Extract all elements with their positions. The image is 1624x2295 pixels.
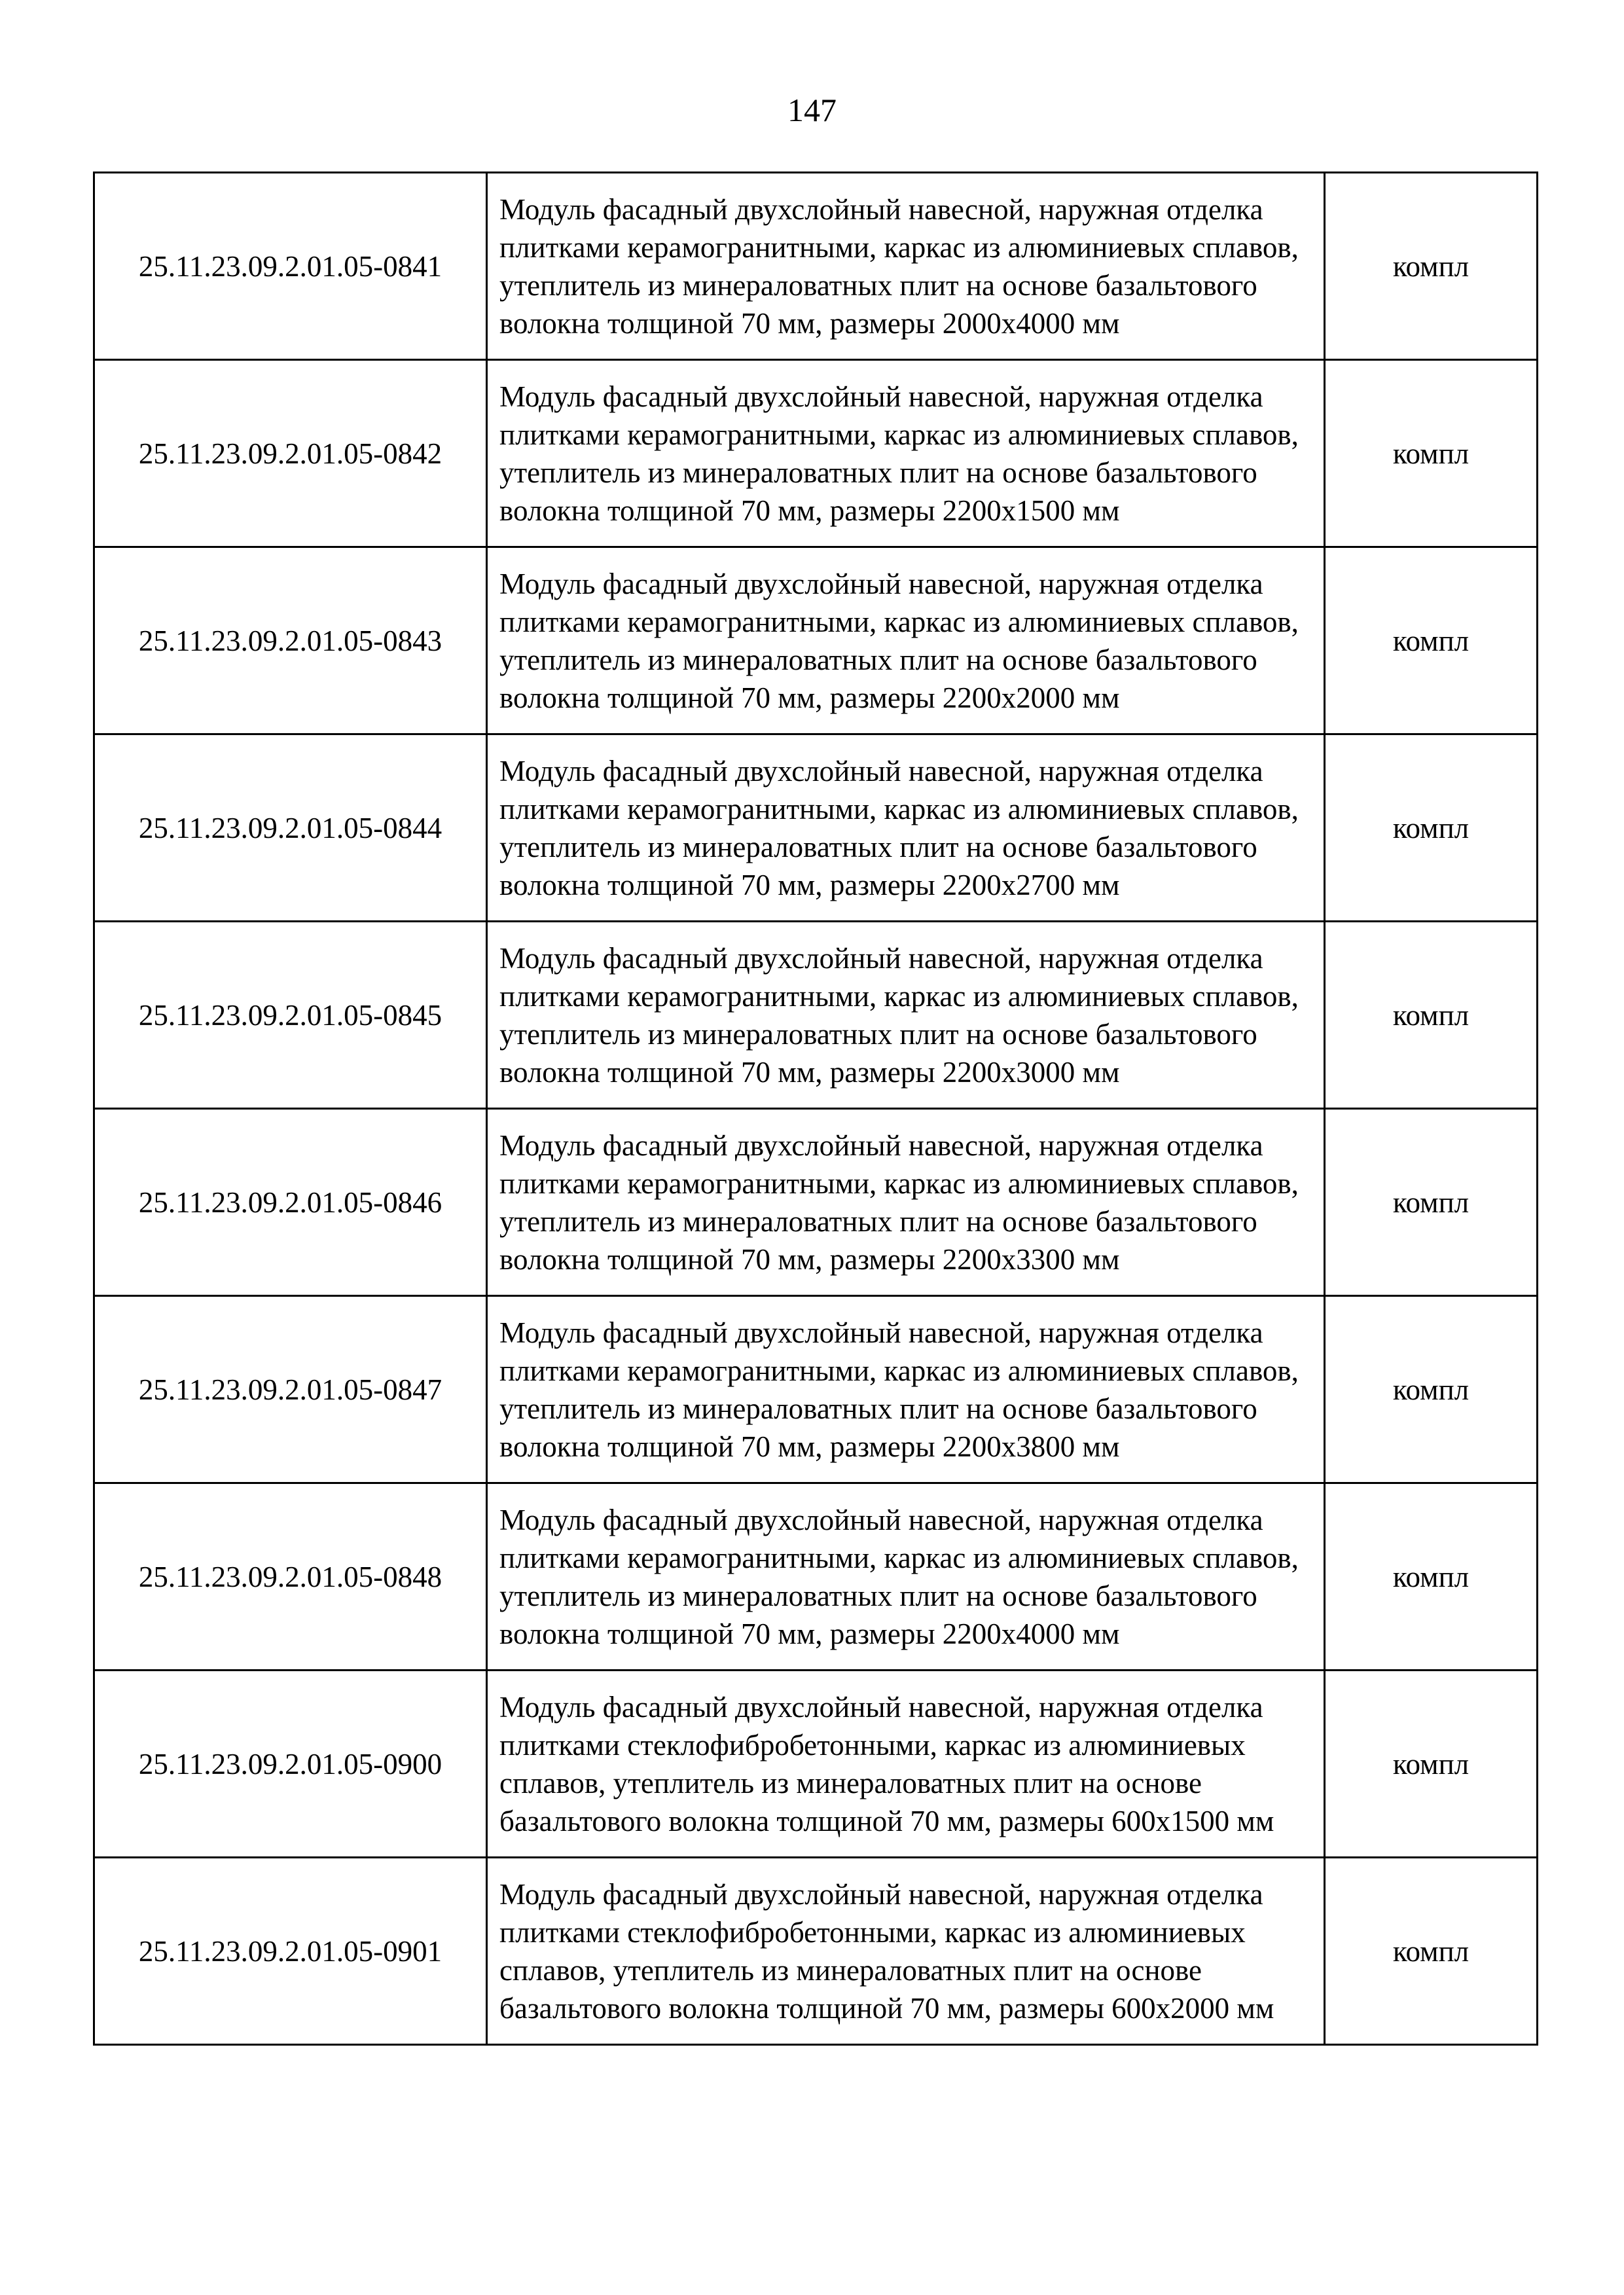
row-description [487, 1483, 1325, 1671]
table-row [94, 1296, 1538, 1483]
table-row [94, 1109, 1538, 1296]
row-unit: компл [1325, 1483, 1538, 1671]
table-row [94, 173, 1538, 360]
row-unit: компл [1325, 360, 1538, 547]
table-row [94, 547, 1538, 734]
row-unit: компл [1325, 1671, 1538, 1858]
table-row [94, 1858, 1538, 2045]
table-row [94, 1671, 1538, 1858]
row-description-text: Модуль фасадный двухслойный навесной, наружная отделка плитками керамогранитными, каркас из алюминиевых сплавов, утеплитель из минераловатных плит на основе базальтового волокна толщиной 70 мм, размеры 2000х4000 мм [499, 192, 1299, 340]
spec-table [93, 172, 1538, 2046]
row-description [487, 922, 1325, 1109]
spec-table-body [94, 173, 1538, 2045]
row-code: 25.11.23.09.2.01.05-0900 [94, 1671, 487, 1858]
row-code: 25.11.23.09.2.01.05-0846 [94, 1109, 487, 1296]
table-row [94, 360, 1538, 547]
row-description-text: Модуль фасадный двухслойный навесной, наружная отделка плитками керамогранитными, каркас из алюминиевых сплавов, утеплитель из минераловатных плит на основе базальтового волокна толщиной 70 мм, размеры 2200х3000 мм [499, 941, 1299, 1089]
row-description [487, 1671, 1325, 1858]
row-unit: компл [1325, 1858, 1538, 2045]
row-description [487, 547, 1325, 734]
row-code: 25.11.23.09.2.01.05-0845 [94, 922, 487, 1109]
row-unit: компл [1325, 547, 1538, 734]
row-unit: компл [1325, 1109, 1538, 1296]
row-description-text: Модуль фасадный двухслойный навесной, наружная отделка плитками керамогранитными, каркас из алюминиевых сплавов, утеплитель из минераловатных плит на основе базальтового волокна толщиной 70 мм, размеры 2200х3800 мм [499, 1316, 1299, 1463]
row-code: 25.11.23.09.2.01.05-0901 [94, 1858, 487, 2045]
row-code: 25.11.23.09.2.01.05-0843 [94, 547, 487, 734]
table-row [94, 922, 1538, 1109]
row-description-text: Модуль фасадный двухслойный навесной, наружная отделка плитками керамогранитными, каркас из алюминиевых сплавов, утеплитель из минераловатных плит на основе базальтового волокна толщиной 70 мм, размеры 2200х2700 мм [499, 754, 1299, 901]
row-code: 25.11.23.09.2.01.05-0841 [94, 173, 487, 360]
row-code: 25.11.23.09.2.01.05-0847 [94, 1296, 487, 1483]
row-unit: компл [1325, 173, 1538, 360]
table-row [94, 734, 1538, 922]
row-description [487, 360, 1325, 547]
row-description [487, 173, 1325, 360]
row-description-text: Модуль фасадный двухслойный навесной, наружная отделка плитками стеклофибробетонными, каркас из алюминиевых сплавов, утеплитель из минераловатных плит на основе базальтового волокна толщиной 70 мм, размеры 600х2000 мм [499, 1877, 1274, 2025]
row-unit: компл [1325, 734, 1538, 922]
row-description-text: Модуль фасадный двухслойный навесной, наружная отделка плитками стеклофибробетонными, каркас из алюминиевых сплавов, утеплитель из минераловатных плит на основе базальтового волокна толщиной 70 мм, размеры 600х1500 мм [499, 1690, 1274, 1837]
row-unit: компл [1325, 1296, 1538, 1483]
row-description-text: Модуль фасадный двухслойный навесной, наружная отделка плитками керамогранитными, каркас из алюминиевых сплавов, утеплитель из минераловатных плит на основе базальтового волокна толщиной 70 мм, размеры 2200х4000 мм [499, 1503, 1299, 1650]
row-description [487, 734, 1325, 922]
row-description [487, 1109, 1325, 1296]
row-description-text: Модуль фасадный двухслойный навесной, наружная отделка плитками керамогранитными, каркас из алюминиевых сплавов, утеплитель из минераловатных плит на основе базальтового волокна толщиной 70 мм, размеры 2200х2000 мм [499, 567, 1299, 714]
row-description [487, 1296, 1325, 1483]
row-description-text: Модуль фасадный двухслойный навесной, наружная отделка плитками керамогранитными, каркас из алюминиевых сплавов, утеплитель из минераловатных плит на основе базальтового волокна толщиной 70 мм, размеры 2200х1500 мм [499, 380, 1299, 527]
row-code: 25.11.23.09.2.01.05-0842 [94, 360, 487, 547]
row-unit: компл [1325, 922, 1538, 1109]
row-code: 25.11.23.09.2.01.05-0844 [94, 734, 487, 922]
table-row [94, 1483, 1538, 1671]
row-description [487, 1858, 1325, 2045]
page-number: 147 [787, 92, 837, 128]
row-code: 25.11.23.09.2.01.05-0848 [94, 1483, 487, 1671]
row-description-text: Модуль фасадный двухслойный навесной, наружная отделка плитками керамогранитными, каркас из алюминиевых сплавов, утеплитель из минераловатных плит на основе базальтового волокна толщиной 70 мм, размеры 2200х3300 мм [499, 1129, 1299, 1276]
